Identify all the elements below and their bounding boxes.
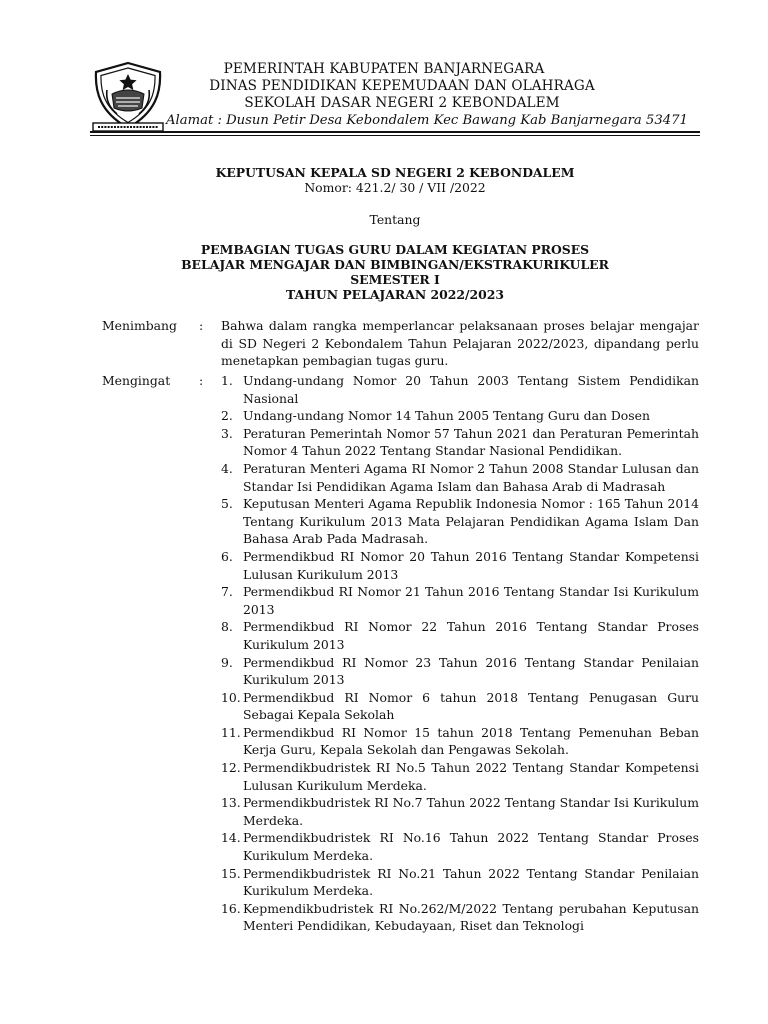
list-item-text: Keputusan Menteri Agama Republik Indonesia Nomor : 165 Tahun 2014 Tentang Kurikulum 2013 Mata Pelajaran Pendidikan Agama Islam Dan Bahasa Arab Pada Madrasah. (243, 496, 699, 547)
list-item (221, 583, 699, 618)
list-item-number: 11. (221, 724, 241, 740)
list-item (221, 689, 699, 724)
list-item-number: 6. (221, 548, 233, 564)
list-item (221, 724, 699, 759)
list-item (221, 829, 699, 864)
list-item (221, 618, 699, 653)
list-item-number: 10. (221, 689, 241, 705)
list-item (221, 759, 699, 794)
letterhead-divider-thick (90, 131, 700, 133)
list-item-number: 7. (221, 584, 233, 600)
decree-subject-line-3: SEMESTER I (350, 272, 440, 287)
list-item-text: Undang-undang Nomor 20 Tahun 2003 Tentang Sistem Pendidikan Nasional (243, 373, 699, 406)
list-item (221, 407, 699, 425)
list-item-text: Permendikbudristek RI No.21 Tahun 2022 Tentang Standar Penilaian Kurikulum Merdeka. (243, 865, 699, 899)
decree-subject-line-2: BELAJAR MENGAJAR DAN BIMBINGAN/EKSTRAKURIKULER (181, 257, 609, 272)
decree-subject-line-1: PEMBAGIAN TUGAS GURU DALAM KEGIATAN PROSES (200, 242, 590, 257)
mengingat-label: Mengingat (102, 373, 171, 388)
menimbang-colon: : (199, 318, 204, 333)
list-item-number: 12. (221, 760, 241, 776)
list-item-number: 16. (221, 900, 241, 916)
list-item-text: Permendikbud RI Nomor 6 tahun 2018 Tentang Penugasan Guru Sebagai Kepala Sekolah (243, 689, 699, 723)
list-item (221, 372, 699, 407)
list-item-text: Permendikbud RI Nomor 23 Tahun 2016 Tentang Standar Penilaian Kurikulum 2013 (243, 654, 699, 688)
list-item-number: 9. (221, 654, 233, 670)
list-item-number: 5. (221, 496, 233, 512)
list-item (221, 654, 699, 689)
list-item (221, 425, 699, 460)
letterhead-address: Alamat : Dusun Petir Desa Kebondalem Kec Bawang Kab Banjarnegara 53471 (166, 113, 688, 128)
list-item-text: Permendikbudristek RI No.7 Tahun 2022 Tentang Standar Isi Kurikulum Merdeka. (243, 795, 699, 828)
list-item (221, 548, 699, 583)
list-item-number: 4. (221, 460, 233, 476)
list-item (221, 460, 699, 495)
list-item-number: 1. (221, 373, 233, 388)
letterhead-line-government: PEMERINTAH KABUPATEN BANJARNEGARA (223, 61, 545, 77)
list-item-text: Permendikbud RI Nomor 22 Tahun 2016 Tentang Standar Proses Kurikulum 2013 (243, 619, 699, 652)
list-item (221, 865, 699, 900)
list-item (221, 495, 699, 548)
letterhead-divider-thin (90, 135, 700, 136)
menimbang-text: Bahwa dalam rangka memperlancar pelaksanaan proses belajar mengajar di SD Negeri 2 Kebondalem Tahun Pelajaran 2022/2023, dipandang perlu menetapkan pembagian tugas guru. (221, 318, 699, 369)
list-item (221, 794, 699, 829)
list-item-text: Peraturan Pemerintah Nomor 57 Tahun 2021 dan Peraturan Pemerintah Nomor 4 Tahun 2022 Tentang Standar Nasional Pendidikan. (243, 425, 699, 459)
list-item-text: Peraturan Menteri Agama RI Nomor 2 Tahun 2008 Standar Lulusan dan Standar Isi Pendidikan Agama Islam dan Bahasa Arab di Madrasah (243, 460, 699, 494)
decree-title: KEPUTUSAN KEPALA SD NEGERI 2 KEBONDALEM (215, 165, 575, 180)
list-item-number: 15. (221, 865, 241, 881)
list-item-number: 3. (221, 425, 233, 441)
list-item-text: Permendikbudristek RI No.5 Tahun 2022 Tentang Standar Kompetensi Lulusan Kurikulum Merdeka. (243, 760, 699, 793)
list-item-number: 13. (221, 795, 241, 811)
letterhead-line-department: DINAS PENDIDIKAN KEPEMUDAAN DAN OLAHRAGA (209, 78, 595, 94)
decree-about: Tentang (369, 212, 421, 227)
decree-number: Nomor: 421.2/ 30 / VII /2022 (304, 180, 486, 195)
menimbang-label: Menimbang (102, 318, 177, 333)
list-item-text: Permendikbud RI Nomor 21 Tahun 2016 Tentang Standar Isi Kurikulum 2013 (243, 584, 699, 617)
list-item-text: Permendikbud RI Nomor 20 Tahun 2016 Tentang Standar Kompetensi Lulusan Kurikulum 2013 (243, 548, 699, 582)
list-item-number: 14. (221, 830, 241, 846)
mengingat-list (221, 372, 699, 935)
list-item-text: Permendikbudristek RI No.16 Tahun 2022 Tentang Standar Proses Kurikulum Merdeka. (243, 830, 699, 864)
list-item-text: Undang-undang Nomor 14 Tahun 2005 Tentang Guru dan Dosen (243, 408, 650, 424)
list-item-text: Permendikbud RI Nomor 15 tahun 2018 Tentang Pemenuhan Beban Kerja Guru, Kepala Sekolah dan Pengawas Sekolah. (243, 724, 699, 758)
list-item-number: 2. (221, 408, 233, 424)
mengingat-colon: : (199, 373, 204, 388)
list-item-number: 8. (221, 619, 233, 635)
list-item (221, 900, 699, 935)
decree-subject-line-4: TAHUN PELAJARAN 2022/2023 (286, 287, 504, 302)
list-item-text: Kepmendikbudristek RI No.262/M/2022 Tentang perubahan Keputusan Menteri Pendidikan, Kebudayaan, Riset dan Teknologi (243, 900, 699, 934)
letterhead-line-school: SEKOLAH DASAR NEGERI 2 KEBONDALEM (244, 95, 560, 111)
